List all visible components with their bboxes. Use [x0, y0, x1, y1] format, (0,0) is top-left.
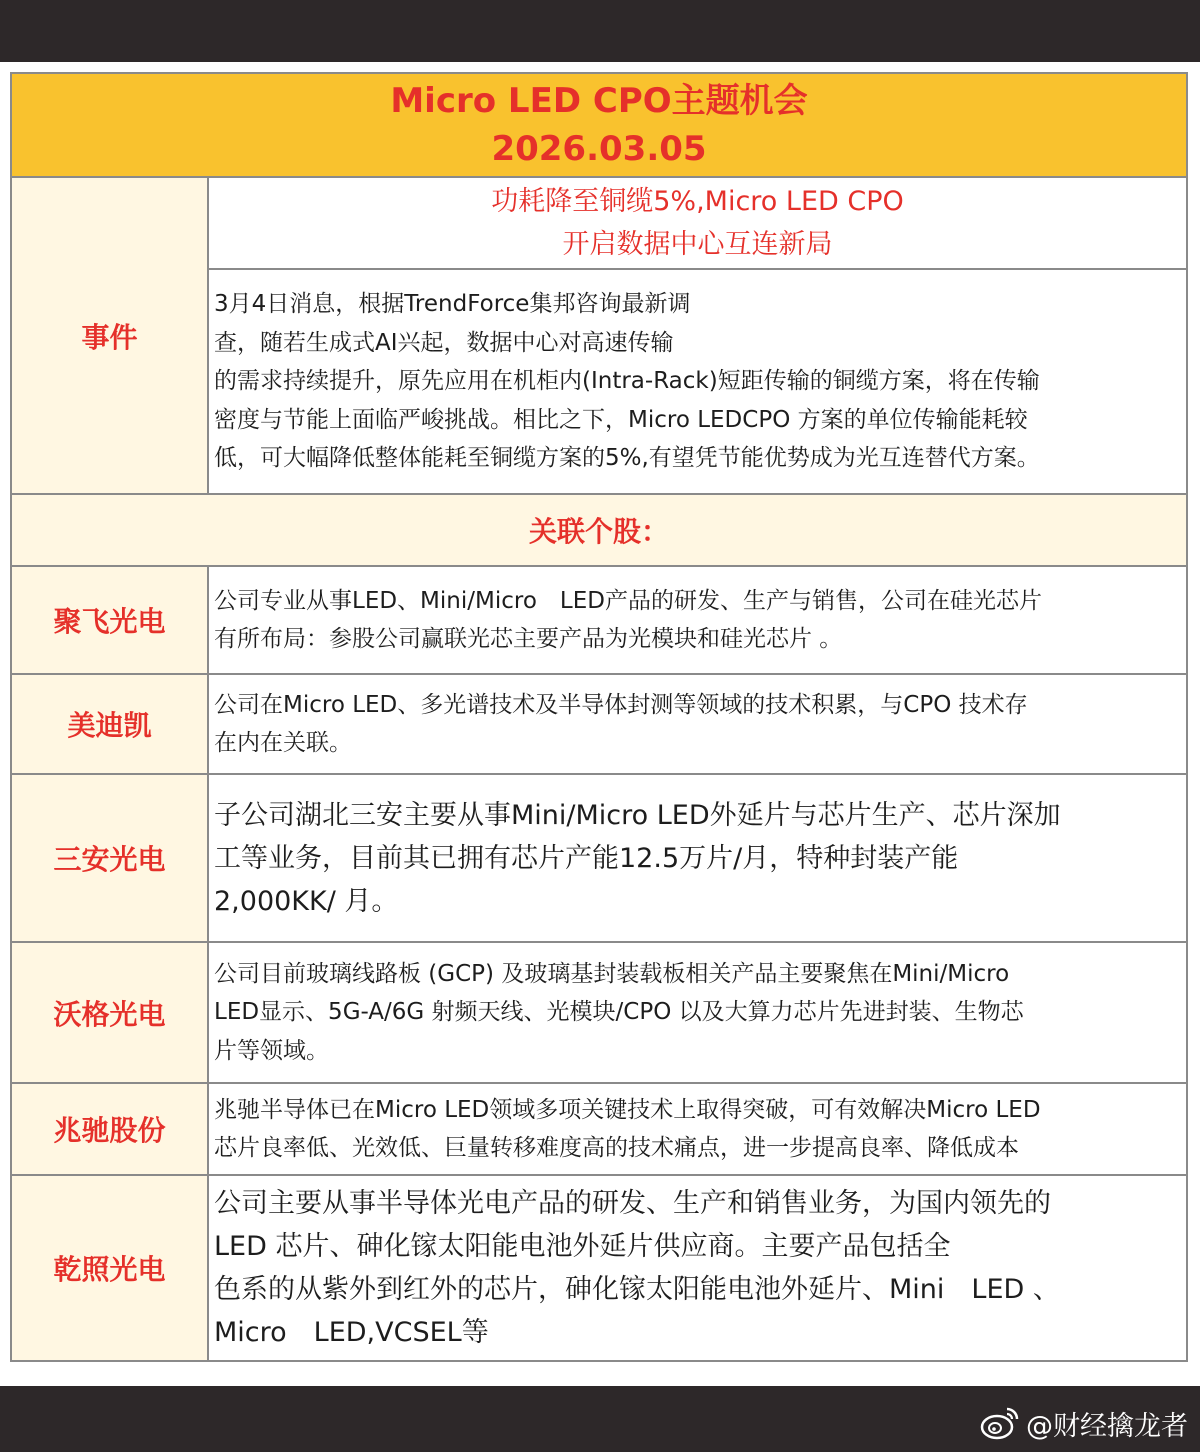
event-headline: [208, 177, 1187, 269]
stock-row: [11, 566, 1187, 674]
stock-description-line: 2,000KK/ 月。: [214, 885, 399, 917]
stock-name: 三安光电: [11, 774, 208, 942]
stock-description: [208, 674, 1187, 774]
stock-description: [208, 1083, 1187, 1175]
weibo-icon: [980, 1405, 1020, 1441]
page-date: 2026.03.05: [491, 129, 707, 169]
related-header-row: [11, 494, 1187, 566]
event-body-line: 低，可大幅降低整体能耗至铜缆方案的5%,有望凭节能优势成为光互连替代方案。: [214, 445, 1040, 472]
stock-description-line: LED 芯片、砷化镓太阳能电池外延片供应商。主要产品包括全: [214, 1231, 951, 1262]
stock-description-line: 兆驰半导体已在Micro LED领域多项关键技术上取得突破，可有效解决Micro LED: [214, 1096, 1041, 1123]
event-headline-line: 功耗降至铜缆5%,Micro LED CPO: [491, 186, 904, 217]
stock-name: 聚飞光电: [11, 566, 208, 674]
stock-row: [11, 774, 1187, 942]
watermark: [980, 1403, 1188, 1443]
event-body-line: 的需求持续提升，原先应用在机柜内(Intra-Rack)短距传输的铜缆方案，将在传输: [214, 368, 1040, 395]
stock-description: [208, 942, 1187, 1083]
stock-description-line: 片等领域。: [214, 1037, 329, 1064]
page-title: Micro LED CPO主题机会: [390, 81, 808, 121]
event-body: [208, 269, 1187, 494]
stock-description-line: 子公司湖北三安主要从事Mini/Micro LED外延片与芯片生产、芯片深加: [214, 799, 1061, 831]
stock-description-line: 在内在关联。: [214, 730, 352, 756]
stock-description-line: 有所布局：参股公司赢联光芯主要产品为光模块和硅光芯片 。: [214, 626, 843, 652]
stock-description-line: 公司主要从事半导体光电产品的研发、生产和销售业务，为国内领先的: [214, 1188, 1051, 1219]
stock-row: [11, 1175, 1187, 1361]
header-row: [11, 73, 1187, 177]
event-headline-row: [11, 177, 1187, 269]
stock-description-line: 色系的从紫外到红外的芯片，砷化镓太阳能电池外延片、Mini LED 、: [214, 1274, 1060, 1305]
stock-description-line: LED显示、5G-A/6G 射频天线、光模块/CPO 以及大算力芯片先进封装、生物芯: [214, 999, 1024, 1026]
stock-name: 兆驰股份: [11, 1083, 208, 1175]
stock-description: [208, 566, 1187, 674]
event-body-line: 密度与节能上面临严峻挑战。相比之下，Micro LEDCPO 方案的单位传输能耗较: [214, 406, 1028, 433]
stock-name: 乾照光电: [11, 1175, 208, 1361]
stock-description-line: 公司专业从事LED、Mini/Micro LED产品的研发、生产与销售，公司在硅光芯片: [214, 587, 1042, 614]
stock-description-line: 公司在Micro LED、多光谱技术及半导体封测等领域的技术积累，与CPO 技术存: [214, 691, 1028, 718]
stock-description-line: 工等业务，目前其已拥有芯片产能12.5万片/月，特种封装产能: [214, 842, 959, 874]
stock-name: 沃格光电: [11, 942, 208, 1083]
event-label: 事件: [11, 177, 208, 494]
info-table: [10, 72, 1188, 1362]
stock-description-line: 公司目前玻璃线路板 (GCP) 及玻璃基封装载板相关产品主要聚焦在Mini/Micro: [214, 960, 1010, 987]
header-cell: [11, 73, 1187, 177]
event-body-line: 查，随若生成式AI兴起，数据中心对高速传输: [214, 329, 674, 356]
stock-description-line: 芯片良率低、光效低、巨量转移难度高的技术痛点，进一步提高良率、降低成本: [214, 1135, 1019, 1161]
related-stocks-header: 关联个股：: [11, 494, 1187, 566]
event-body-line: 3月4日消息，根据TrendForce集邦咨询最新调: [214, 291, 691, 318]
event-headline-line: 开启数据中心互连新局: [562, 229, 833, 260]
stock-name: 美迪凯: [11, 674, 208, 774]
stock-row: [11, 1083, 1187, 1175]
stock-description: [208, 1175, 1187, 1361]
stock-row: [11, 942, 1187, 1083]
stock-description: [208, 774, 1187, 942]
top-dark-bar: [0, 0, 1200, 62]
watermark-text: @财经擒龙者: [1026, 1410, 1188, 1442]
stock-description-line: Micro LED,VCSEL等: [214, 1317, 489, 1348]
stock-row: [11, 674, 1187, 774]
